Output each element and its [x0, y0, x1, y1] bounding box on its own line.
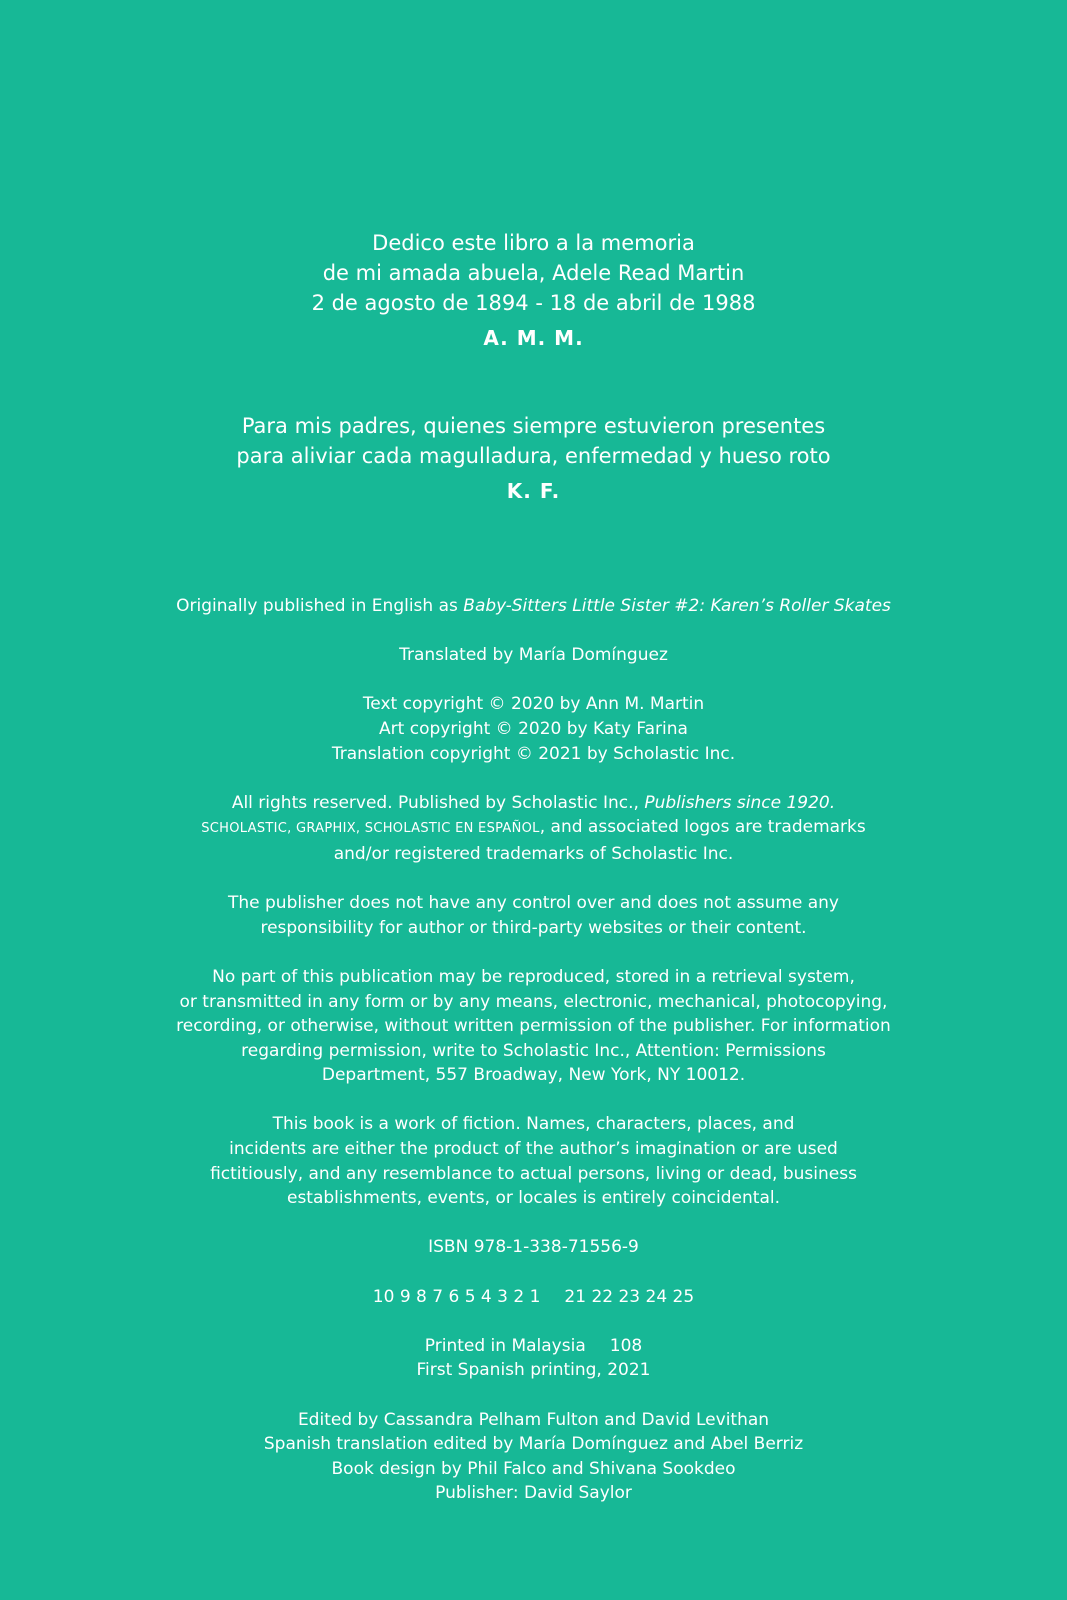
- notice-line: The publisher does not have any control over and does not assume any: [227, 893, 839, 914]
- original-title: Baby-Sitters Little Sister #2: Karen’s Roller Skates: [463, 596, 891, 616]
- credit-line: Publisher: David Saylor: [435, 1483, 632, 1504]
- printer-code: 108: [609, 1335, 643, 1356]
- translated-by: Translated by María Domínguez: [399, 645, 668, 666]
- first-printing: First Spanish printing, 2021: [416, 1360, 651, 1381]
- publishers-since: Publishers since 1920.: [644, 792, 836, 813]
- credit-line: Edited by Cassandra Pelham Fulton and David Levithan: [297, 1409, 770, 1430]
- printed-country: Printed in Malaysia: [424, 1335, 586, 1356]
- rights-notice: [0, 791, 1067, 867]
- notice-line: recording, or otherwise, without written permission of the publisher. For information: [176, 1016, 891, 1037]
- translator-credit: [0, 643, 1067, 668]
- dedication-initials: A. M. M.: [483, 326, 584, 350]
- notice-line: responsibility for author or third-party websites or their content.: [260, 917, 807, 938]
- dedication-line: Dedico este libro a la memoria: [372, 231, 695, 255]
- credits: [0, 1408, 1067, 1506]
- notice-line: regarding permission, write to Scholastic Inc., Attention: Permissions: [241, 1040, 826, 1061]
- isbn: ISBN 978-1-338-71556-9: [428, 1237, 639, 1258]
- dedication-line: Para mis padres, quienes siempre estuvieron presentes: [241, 414, 826, 438]
- dedication-line: 2 de agosto de 1894 - 18 de abril de 1988: [311, 291, 756, 315]
- original-publication: [0, 594, 1067, 619]
- copyright-notices: [0, 692, 1067, 766]
- notice-line: fictitiously, and any resemblance to actual persons, living or dead, business: [210, 1163, 857, 1184]
- dedication-author: [0, 228, 1067, 350]
- translation-copyright: Translation copyright © 2021 by Scholastic Inc.: [331, 743, 736, 764]
- dedication-illustrator: [0, 411, 1067, 503]
- dedication-initials: K. F.: [506, 479, 561, 503]
- notice-line: This book is a work of fiction. Names, characters, places, and: [272, 1114, 795, 1135]
- trademark-line: and/or registered trademarks of Scholastic Inc.: [333, 843, 734, 864]
- dedication-line: de mi amada abuela, Adele Read Martin: [322, 261, 745, 285]
- text-copyright: Text copyright © 2020 by Ann M. Martin: [362, 694, 705, 715]
- original-prefix: Originally published in English as: [176, 596, 464, 616]
- rights-line: All rights reserved. Published by Scholastic Inc.,: [231, 792, 645, 813]
- credit-line: Book design by Phil Falco and Shivana Sookdeo: [331, 1458, 736, 1479]
- dedication-line: para aliviar cada magulladura, enfermedad y hueso roto: [236, 444, 831, 468]
- trademark-names: SCHOLASTIC, GRAPHIX, SCHOLASTIC EN ESPAÑOL: [201, 821, 540, 837]
- print-line: [0, 1285, 1067, 1310]
- printing-numbers: 10 9 8 7 6 5 4 3 2 1: [372, 1286, 541, 1307]
- notice-line: incidents are either the product of the author’s imagination or are used: [229, 1139, 838, 1160]
- notice-line: No part of this publication may be reproduced, stored in a retrieval system,: [212, 966, 855, 987]
- copyright-block: [0, 594, 1067, 1531]
- notice-line: Department, 557 Broadway, New York, NY 10012.: [321, 1065, 746, 1086]
- publisher-notice: [0, 891, 1067, 940]
- fiction-notice: [0, 1112, 1067, 1210]
- notice-line: or transmitted in any form or by any means, electronic, mechanical, photocopying,: [179, 991, 888, 1012]
- printing-info: [0, 1334, 1067, 1383]
- credit-line: Spanish translation edited by María Domínguez and Abel Berriz: [263, 1434, 804, 1455]
- reproduction-notice: [0, 965, 1067, 1088]
- printing-years: 21 22 23 24 25: [564, 1286, 695, 1307]
- notice-line: establishments, events, or locales is entirely coincidental.: [286, 1188, 781, 1209]
- isbn-block: [0, 1235, 1067, 1260]
- trademark-text: , and associated logos are trademarks: [539, 817, 866, 838]
- art-copyright: Art copyright © 2020 by Katy Farina: [379, 718, 688, 739]
